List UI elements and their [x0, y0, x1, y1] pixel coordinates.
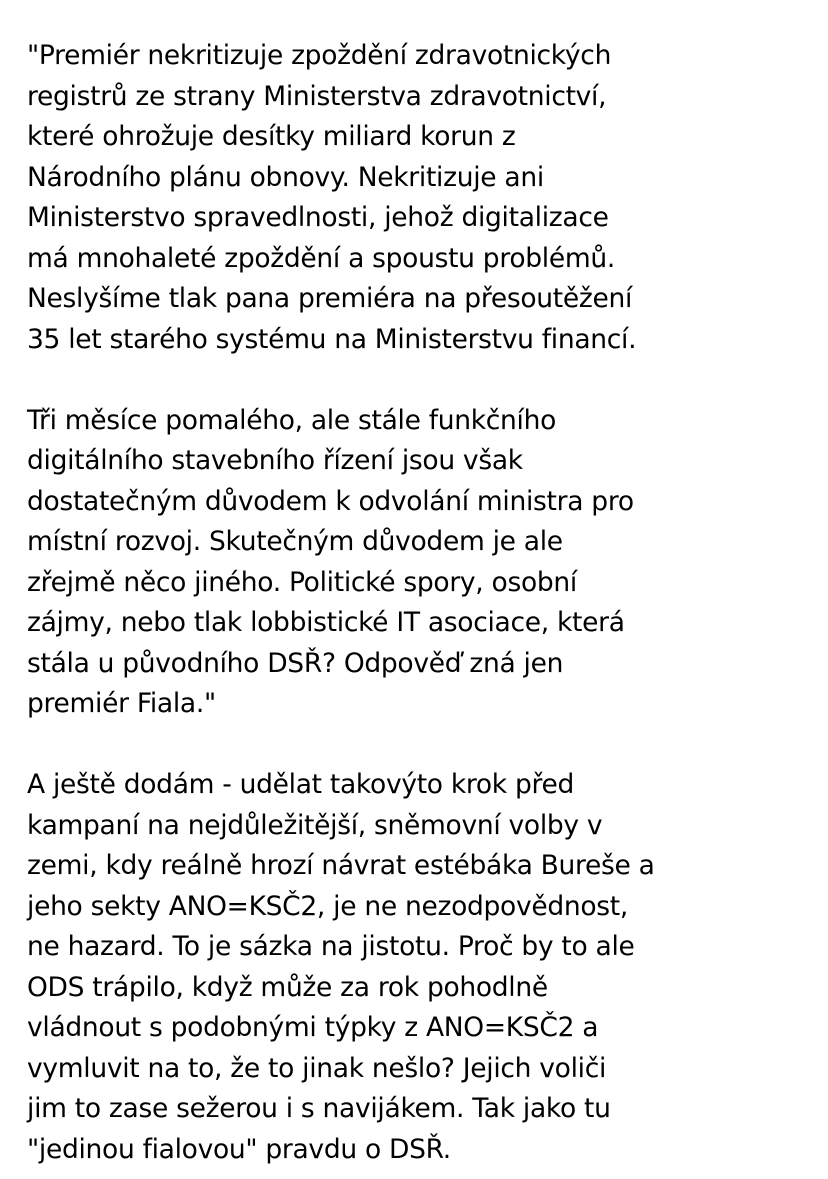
text-line: "Premiér nekritizuje zpoždění zdravotnických	[27, 40, 612, 71]
text-line: vymluvit na to, že to jinak nešlo? Jejich voliči	[27, 1052, 607, 1084]
text-line: Národního plánu obnovy. Nekritizuje ani	[27, 161, 544, 193]
paragraph-3	[27, 765, 817, 1170]
text-line: zemi, kdy reálně hrozí návrat estébáka Bureše a	[27, 850, 655, 881]
text-line: má mnohaleté zpoždění a spoustu problémů.	[27, 242, 615, 274]
text-line: stála u původního DSŘ? Odpověď zná jen	[27, 647, 564, 679]
note-text	[27, 36, 817, 1170]
text-line: místní rozvoj. Skutečným důvodem je ale	[27, 526, 563, 557]
text-line: dostatečným důvodem k odvolání ministra pro	[27, 485, 634, 517]
text-line: kampaní na nejdůležitější, sněmovní volby v	[27, 809, 603, 841]
text-line: zřejmě něco jiného. Politické spory, osobní	[27, 566, 577, 598]
text-line: digitálního stavebního řízení jsou však	[27, 445, 523, 476]
text-line: ne hazard. To je sázka na jistotu. Proč by to ale	[27, 931, 635, 962]
text-line: registrů ze strany Ministerstva zdravotnictví,	[27, 80, 607, 112]
text-line: ODS trápilo, když může za rok pohodlně	[27, 971, 548, 1003]
text-line: jeho sekty ANO=KSČ2, je ne nezodpovědnost,	[27, 890, 629, 922]
text-line: zájmy, nebo tlak lobbistické IT asociace, která	[27, 607, 625, 638]
paragraph-2	[27, 401, 817, 725]
text-line: premiér Fiala."	[27, 688, 216, 719]
text-line: které ohrožuje desítky miliard korun z	[27, 121, 516, 152]
text-line: Neslyšíme tlak pana premiéra na přesoutěžení	[27, 283, 633, 314]
paragraph-spacer	[27, 725, 817, 766]
text-line: Ministerstvo spravedlnosti, jehož digitalizace	[27, 202, 609, 233]
text-line: "jedinou fialovou" pravdu o DSŘ.	[27, 1133, 451, 1165]
paragraph-1	[27, 36, 817, 360]
paragraph-spacer	[27, 360, 817, 401]
text-line: Tři měsíce pomalého, ale stále funkčního	[27, 404, 557, 436]
text-line: vládnout s podobnými týpky z ANO=KSČ2 a	[27, 1012, 599, 1043]
text-line: 35 let starého systému na Ministerstvu financí.	[27, 323, 637, 355]
text-line: A ještě dodám - udělat takovýto krok před	[27, 769, 575, 800]
text-line: jim to zase sežerou i s navijákem. Tak jako tu	[27, 1093, 611, 1124]
